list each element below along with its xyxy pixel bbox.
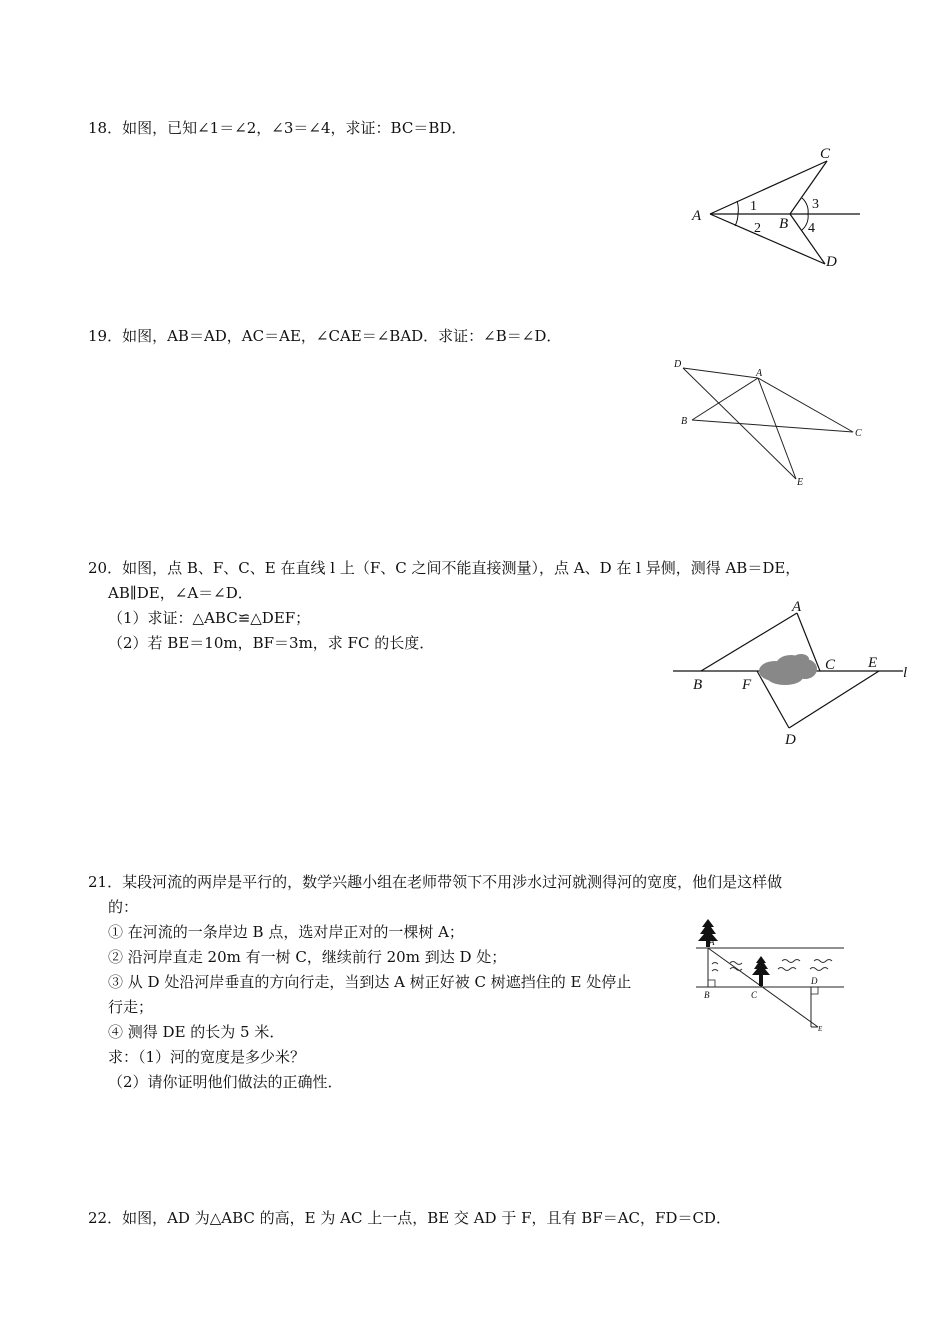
q20-label-l: l bbox=[903, 665, 908, 681]
q19-label-b: B bbox=[681, 416, 688, 427]
q20-part1: （1）求证：△ABC≌△DEF； bbox=[108, 609, 311, 627]
q21-label-b: B bbox=[704, 990, 710, 1000]
q18-angle-4: 4 bbox=[808, 221, 815, 236]
q18-label-a: A bbox=[692, 208, 702, 224]
q20-part2: （2）若 BE＝10m，BF＝3m，求 FC 的长度． bbox=[108, 634, 435, 652]
q21-step4: ④ 测得 DE 的长为 5 米． bbox=[108, 1023, 285, 1041]
q21-line2: 的： bbox=[108, 898, 139, 916]
cloud-icon bbox=[759, 654, 817, 685]
q19-label-e: E bbox=[797, 477, 804, 488]
q19-label-c: C bbox=[855, 428, 862, 439]
q21-step3a: ③ 从 D 处沿河岸垂直的方向行走，当到达 A 树正好被 C 树遮挡住的 E 处停止 bbox=[108, 973, 632, 991]
q20-label-d: D bbox=[785, 732, 796, 748]
q18-angle-3: 3 bbox=[812, 197, 819, 212]
q18-label-d: D bbox=[826, 254, 837, 270]
q19-label-a: A bbox=[756, 368, 763, 379]
q21-ask2: （2）请你证明他们做法的正确性． bbox=[108, 1073, 343, 1091]
q19-label-d: D bbox=[674, 359, 682, 370]
q21-label-d: D bbox=[811, 976, 818, 986]
q21-label-a: A bbox=[709, 937, 715, 947]
q21-figure bbox=[690, 915, 850, 1035]
q18-angle-2: 2 bbox=[754, 221, 761, 236]
q18-figure bbox=[680, 140, 870, 275]
q18-angle-1: 1 bbox=[750, 199, 757, 214]
q18-text: 18．如图，已知∠1＝∠2，∠3＝∠4，求证：BC＝BD． bbox=[88, 119, 467, 137]
water-waves-icon bbox=[712, 960, 832, 972]
q20-label-a: A bbox=[792, 599, 802, 615]
q20-label-e: E bbox=[868, 655, 878, 671]
q21-label-e: E bbox=[818, 1025, 823, 1033]
q22-text: 22．如图，AD 为△ABC 的高，E 为 AC 上一点，BE 交 AD 于 F，且有 BF＝AC，FD＝CD． bbox=[88, 1209, 731, 1227]
q20-line1: 20．如图，点 B、F、C、E 在直线 l 上（F、C 之间不能直接测量），点 A、D 在 l 异侧，测得 AB＝DE， bbox=[88, 559, 801, 577]
q18-label-c: C bbox=[820, 146, 831, 162]
q20-label-b: B bbox=[693, 677, 703, 693]
q21-label-c: C bbox=[751, 990, 758, 1000]
q20-figure bbox=[665, 595, 920, 750]
q21-step1: ① 在河流的一条岸边 B 点，选对岸正对的一棵树 A； bbox=[108, 923, 464, 941]
q21-line1: 21．某段河流的两岸是平行的，数学兴趣小组在老师带领下不用涉水过河就测得河的宽度，他们是这样做 bbox=[88, 873, 783, 891]
q21-ask1: 求：（1）河的宽度是多少米？ bbox=[108, 1048, 306, 1066]
q21-step2: ② 沿河岸直走 20m 有一树 C，继续前行 20m 到达 D 处； bbox=[108, 948, 507, 966]
q20-line2: AB∥DE，∠A＝∠D． bbox=[108, 584, 253, 602]
q20-label-f: F bbox=[742, 677, 752, 693]
q19-figure bbox=[670, 352, 870, 492]
q20-label-c: C bbox=[825, 657, 836, 673]
tree-a-icon bbox=[698, 919, 718, 947]
q18-label-b: B bbox=[779, 216, 789, 232]
q19-text: 19．如图，AB＝AD，AC＝AE，∠CAE＝∠BAD．求证：∠B＝∠D． bbox=[88, 327, 562, 345]
q21-step3b: 行走； bbox=[108, 998, 154, 1016]
